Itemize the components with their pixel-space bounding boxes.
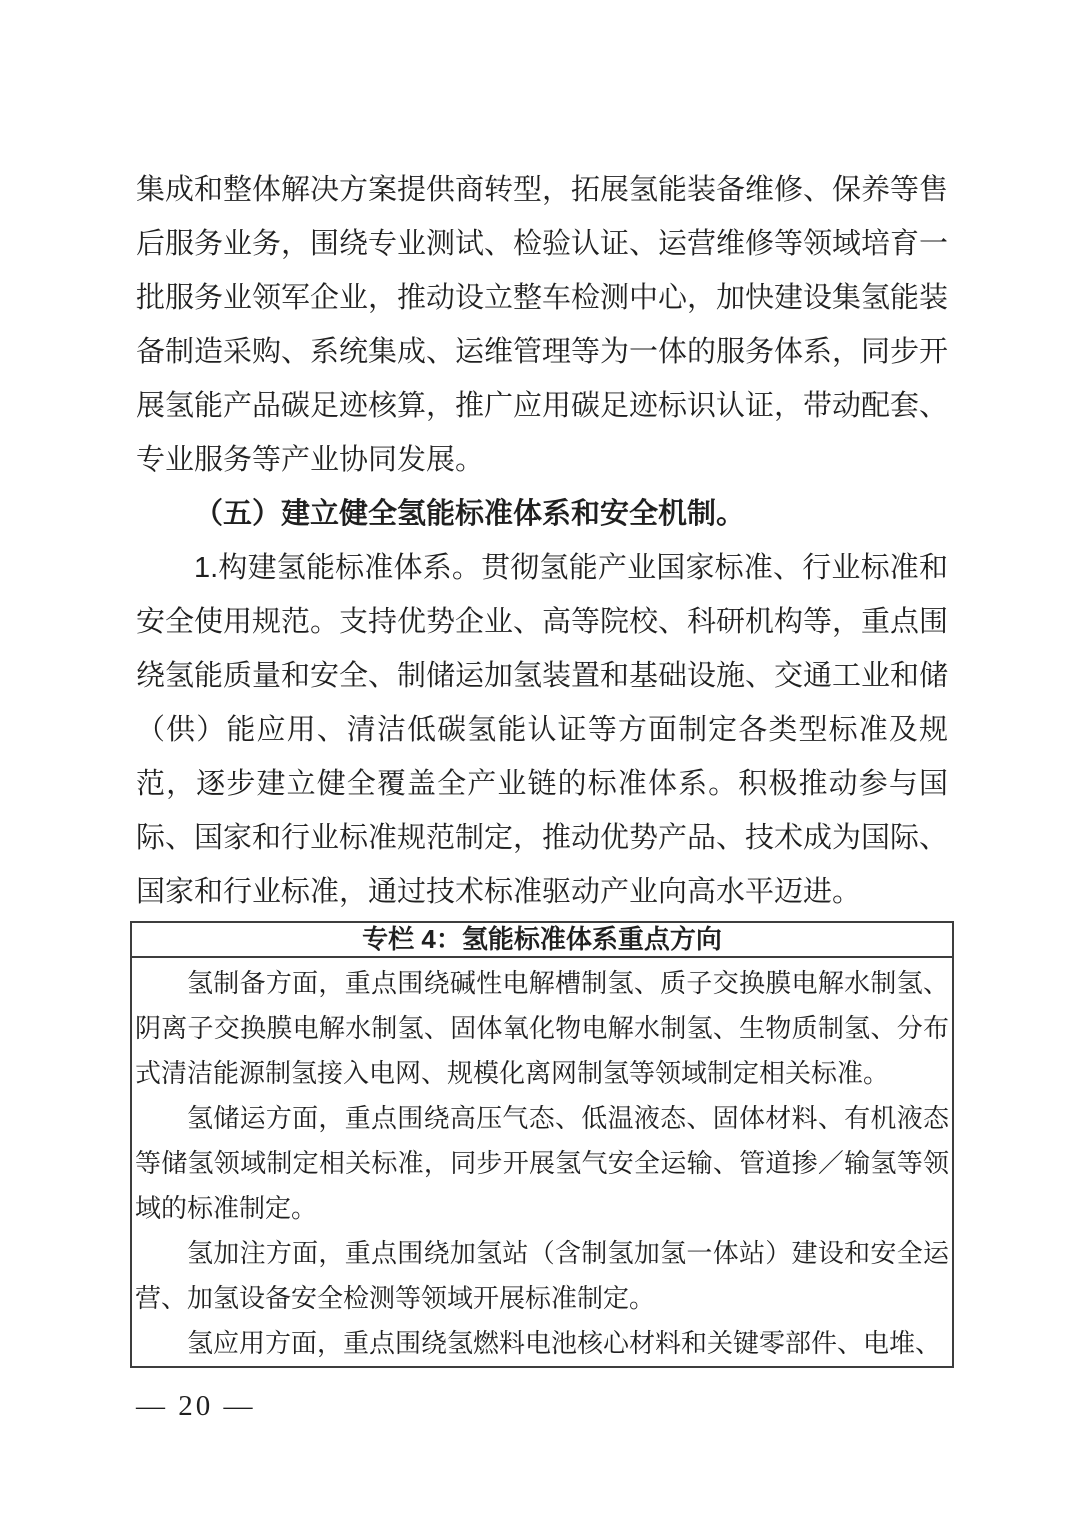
body-paragraph-1: 集成和整体解决方案提供商转型，拓展氢能装备维修、保养等售后服务业务，围绕专业测试、检验认证、运营维修等领域培育一批服务业领军企业，推动设立整车检测中心，加快建设集氢能装备制造采购、系统集成、运维管理等为一体的服务体系，同步开展氢能产品碳足迹核算，推广应用碳足迹标识认证，带动配套、专业服务等产业协同发展。 [136, 174, 949, 476]
panel-paragraph-1: 氢制备方面，重点围绕碱性电解槽制氢、质子交换膜电解水制氢、阴离子交换膜电解水制氢、固体氧化物电解水制氢、生物质制氢、分布式清洁能源制氢接入电网、规模化离网制氢等领域制定相关标准。 [135, 968, 949, 1088]
page-content [136, 163, 948, 1368]
panel-paragraph-4: 氢应用方面，重点围绕氢燃料电池核心材料和关键零部件、电堆、 [187, 1328, 942, 1358]
panel-title: 专栏 4：氢能标准体系重点方向 [132, 923, 952, 958]
body-paragraph-2: 1.构建氢能标准体系。贯彻氢能产业国家标准、行业标准和安全使用规范。支持优势企业、高等院校、科研机构等，重点围绕氢能质量和安全、制储运加氢装置和基础设施、交通工业和储（供）能应用、清洁低碳氢能认证等方面制定各类型标准及规范，逐步建立健全覆盖全产业链的标准体系。积极推动参与国际、国家和行业标准规范制定，推动优势产品、技术成为国际、国家和行业标准，通过技术标准驱动产业向高水平迈进。 [136, 552, 949, 908]
page-number: — 20 — [136, 1390, 256, 1422]
highlight-panel [130, 921, 954, 1368]
section-heading: （五）建立健全氢能标准体系和安全机制。 [194, 498, 746, 530]
panel-paragraph-3: 氢加注方面，重点围绕加氢站（含制氢加氢一体站）建设和安全运营、加氢设备安全检测等领域开展标准制定。 [135, 1238, 949, 1313]
panel-body [132, 958, 952, 1366]
panel-paragraph-2: 氢储运方面，重点围绕高压气态、低温液态、固体材料、有机液态等储氢领域制定相关标准，同步开展氢气安全运输、管道掺／输氢等领域的标准制定。 [135, 1103, 949, 1223]
